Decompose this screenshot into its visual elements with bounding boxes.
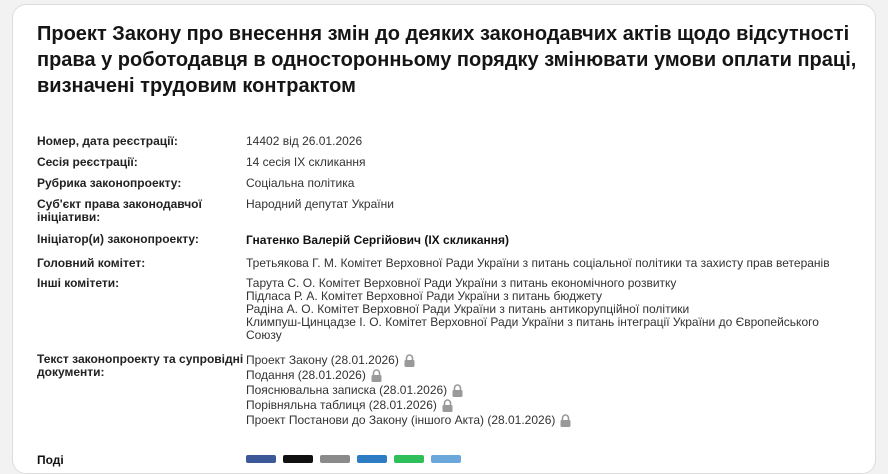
row-main-committee <box>37 257 867 270</box>
share-email-button[interactable] <box>320 455 350 463</box>
share-buttons <box>246 455 468 463</box>
document-link[interactable]: Проект Закону (28.01.2026) <box>246 353 399 367</box>
lock-icon <box>442 399 453 412</box>
bill-details <box>37 135 867 428</box>
committee-item: Радіна А. О. Комітет Верховної Ради України з питань антикорупційної політики <box>246 302 690 316</box>
field-label: Ініціатор(и) законопроекту: <box>37 232 199 246</box>
initiator-link[interactable]: Гнатенко Валерій Сергійович (IX скликання) <box>246 233 510 247</box>
share-linkedin-button[interactable] <box>357 455 387 463</box>
share-x-button[interactable] <box>283 455 313 463</box>
row-session <box>37 156 867 169</box>
bill-card <box>12 4 876 474</box>
session-value: 14 сесія IX скликання <box>246 155 366 169</box>
committee-item: Тарута С. О. Комітет Верховної Ради України з питань економічного розвитку <box>246 276 677 290</box>
page-title: Проект Закону про внесення змін до деяких законодавчих актів щодо відсутності права у роботодавця в односторонньому порядку змінювати умови оплати праці, визначені трудовим контрактом <box>37 23 857 97</box>
row-other-committees <box>37 277 867 342</box>
document-item <box>246 368 867 383</box>
row-initiator <box>37 233 867 247</box>
field-label: Головний комітет: <box>37 256 146 270</box>
subject-value: Народний депутат України <box>246 197 394 211</box>
document-item <box>246 398 867 413</box>
document-link[interactable]: Порівняльна таблиця (28.01.2026) <box>246 398 437 412</box>
document-link[interactable]: Проект Постанови до Закону (іншого Акта) (28.01.2026) <box>246 413 556 427</box>
lock-icon <box>452 384 463 397</box>
document-link[interactable]: Пояснювальна записка (28.01.2026) <box>246 383 448 397</box>
lock-icon <box>404 354 415 367</box>
committee-item: Климпуш-Цинцадзе І. О. Комітет Верховної Ради України з питань інтеграції України до Європейського <box>246 315 819 329</box>
main-committee-value: Третьякова Г. М. Комітет Верховної Ради України з питань соціальної політики та захисту прав ветеранів <box>246 256 830 270</box>
field-label: Інші комітети: <box>37 276 120 290</box>
other-committees-list <box>246 277 867 342</box>
field-label: Сесія реєстрації: <box>37 155 138 169</box>
rubric-value: Соціальна політика <box>246 176 355 190</box>
lock-icon <box>371 369 382 382</box>
field-label: Суб'єкт права законодавчої ініціативи: <box>37 197 202 224</box>
committee-item: Підласа Р. А. Комітет Верховної Ради України з питань бюджету <box>246 289 603 303</box>
share-whatsapp-button[interactable] <box>394 455 424 463</box>
document-item <box>246 413 867 428</box>
documents-list <box>246 353 867 428</box>
share-telegram-button[interactable] <box>431 455 461 463</box>
document-item <box>246 383 867 398</box>
field-label: Номер, дата реєстрації: <box>37 134 178 148</box>
document-link[interactable]: Подання (28.01.2026) <box>246 368 366 382</box>
row-documents <box>37 353 867 428</box>
row-subject <box>37 198 867 224</box>
field-label: Текст законопроекту та супровідні документи: <box>37 352 244 379</box>
committee-item: Союзу <box>246 328 282 342</box>
document-item <box>246 353 867 368</box>
field-label: Рубрика законопроекту: <box>37 176 182 190</box>
row-rubric <box>37 177 867 190</box>
share-facebook-button[interactable] <box>246 455 276 463</box>
share-label: Поді <box>37 453 64 467</box>
reg-number-value: 14402 від 26.01.2026 <box>246 134 363 148</box>
lock-icon <box>560 414 571 427</box>
row-reg-number <box>37 135 867 148</box>
